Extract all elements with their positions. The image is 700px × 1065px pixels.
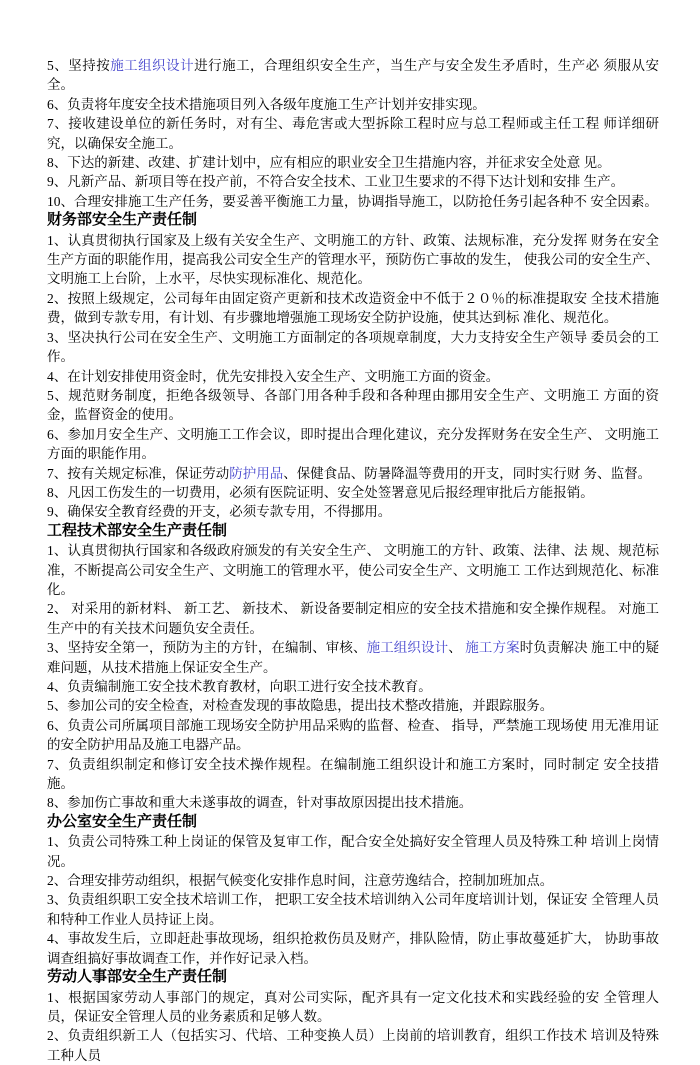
item-text: 1、根据国家劳动人事部门的规定，真对公司实际，配齐具有一定文化技术和实践经验的安 全管理人员，保证安全管理人员的业务素质和足够人数。: [47, 989, 659, 1024]
list-item: [47, 988, 659, 1027]
item-text: 6、负责将年度安全技术措施项目列入各级年度施工生产计划并安排实现。: [47, 96, 486, 112]
document-body: [47, 56, 659, 1065]
item-text: 8、凡因工伤发生的一切费用，必须有医院证明、安全处签署意见后报经理审批后方能报销。: [47, 484, 594, 500]
item-text: 3、坚持安全第一，预防为主的方针，在编制、审核、: [47, 640, 367, 656]
item-text: 1、认真贯彻执行国家及上级有关安全生产、文明施工的方针、政策、法规标准，充分发挥 财务在安全生产方面的职能作用，提高我公司安全生产的管理水平，预防伤亡事故的发生， 使我公司的安全生产、文明施工上台阶，上水平，尽快实现标准化、规范化。: [47, 232, 659, 287]
item-text: 9、凡新产品、新项目等在投产前，不符合安全技术、工业卫生要求的不得下达计划和安排 生产。: [47, 174, 625, 190]
item-text: 10、合理安排施工生产任务，要妥善平衡施工力量，协调指导施工，以防抢任务引起各种不 安全因素。: [47, 193, 658, 209]
item-text: 8、下达的新建、改建、扩建计划中，应有相应的职业安全卫生措施内容，并征求安全处意 见。: [47, 155, 611, 171]
inline-link[interactable]: 施工方案: [465, 640, 520, 656]
list-item: [47, 1026, 659, 1065]
item-text: 5、参加公司的安全检查，对检查发现的事故隐患，提出技术整改措施，并跟踪服务。: [47, 698, 554, 714]
item-text: 4、在计划安排使用资金时，优先安排投入安全生产、文明施工方面的资金。: [47, 368, 500, 384]
list-item: [47, 793, 659, 812]
list-item: [47, 832, 659, 871]
item-text: 1、认真贯彻执行国家和各级政府颁发的有关安全生产、 文明施工的方针、政策、法律、法 规、规范标准，不断提高公司安全生产、文明施工的管理水平，使公司安全生产、文明施工 工作达到规范化、标准化。: [47, 543, 659, 597]
item-text: 7、按有关规定标准，保证劳动: [47, 465, 230, 481]
list-item: [47, 386, 659, 425]
list-item: [47, 871, 659, 890]
list-item: [47, 483, 659, 502]
item-text: 6、参加月安全生产、文明施工工作会议，即时提出合理化建议，充分发挥财务在安全生产、 文明施工方面的职能作用。: [47, 426, 659, 462]
item-text: 2、合理安排劳动组织，根据气候变化安排作息时间，注意劳逸结合，控制加班加点。: [47, 873, 554, 889]
item-text: 8、参加伤亡事故和重大未遂事故的调查，针对事故原因提出技术措施。: [47, 795, 473, 811]
item-text: 6、负责公司所属项目部施工现场安全防护用品采购的监督、检查、 指导，严禁施工现场使 用无准用证的安全防护用品及施工电器产品。: [47, 717, 659, 753]
list-item: [47, 502, 659, 521]
inline-link[interactable]: 施工组织设计: [110, 58, 195, 73]
list-item: [47, 289, 659, 328]
list-item: [47, 599, 659, 638]
item-text: 3、坚决执行公司在安全生产、文明施工方面制定的各项规章制度，大力支持安全生产领导 委员会的工作。: [47, 329, 659, 365]
item-text: 进行施工，合理组织安全生产，当生产与安全发生矛盾时，生产必 须服从安全。: [47, 58, 660, 93]
list-item: [47, 677, 659, 696]
list-item: [47, 755, 659, 794]
item-text: 7、接收建设单位的新任务时，对有尘、毒危害或大型拆除工程时应与总工程师或主任工程 师详细研究，以确保安全施工。: [47, 116, 659, 151]
list-item: [47, 464, 659, 483]
item-text: 1、负责公司特殊工种上岗证的保管及复审工作，配合安全处搞好安全管理人员及特殊工种 培训上岗情况。: [47, 834, 659, 869]
list-item: [47, 716, 659, 755]
item-text: 2、按照上级规定，公司每年由固定资产更新和技术改造资金中不低于２０％的标准提取安 全技术措施费，做到专款专用，有计划、有步骤地增强施工现场安全防护设施，使其达到标 准化、规范化。: [47, 290, 659, 326]
list-item: [47, 890, 659, 929]
item-text: 2、 对采用的新材料、 新工艺、 新技术、 新设备要制定相应的安全技术措施和安全操作规程。 对施工生产中的有关技术问题负安全责任。: [47, 601, 659, 636]
list-item: [47, 328, 659, 367]
inline-link[interactable]: 施工组织设计: [366, 640, 449, 656]
section-heading: 财务部安全生产责任制: [47, 212, 198, 229]
list-item: [47, 231, 659, 289]
list-item: [47, 638, 659, 677]
item-text: 、: [448, 640, 466, 656]
list-item: [47, 696, 659, 715]
list-item: [47, 172, 659, 191]
item-text: 、保健食品、防暑降温等费用的开支，同时实行财 务、监督。: [283, 465, 652, 481]
list-item: [47, 929, 659, 968]
item-text: 4、事故发生后，立即赶赴事故现场，组织抢救伤员及财产，排队险情，防止事故蔓延扩大， 协助事故调查组搞好事故调查工作，并作好记录入档。: [47, 931, 659, 966]
list-item: [47, 56, 659, 95]
list-item: [47, 541, 659, 599]
item-text: 时负责解决 施工中的疑难问题，从技术措施上保证安全生产。: [47, 640, 660, 675]
list-item: [47, 192, 659, 211]
item-text: 7、负责组织制定和修订安全技术操作规程。在编制施工组织设计和施工方案时，同时制定 安全技措施。: [47, 756, 659, 792]
item-text: 5、坚持按: [47, 58, 111, 73]
item-text: 5、规范财务制度，拒绝各级领导、各部门用各种手段和各种理由挪用安全生产、文明施工 方面的资金，监督资金的使用。: [47, 387, 659, 423]
list-item: [47, 114, 659, 153]
list-item: [47, 95, 659, 114]
section-heading: 办公室安全生产责任制: [47, 813, 198, 830]
inline-link[interactable]: 防护用品: [229, 465, 284, 481]
section-heading: 劳动人事部安全生产责任制: [47, 969, 228, 986]
item-text: 9、确保安全教育经费的开支，必须专款专用，不得挪用。: [47, 504, 392, 520]
section-heading: 工程技术部安全生产责任制: [47, 522, 228, 539]
item-text: 4、负责编制施工安全技术教育教材，向职工进行安全技术教育。: [47, 679, 432, 694]
list-item: [47, 153, 659, 172]
item-text: 2、负责组织新工人（包括实习、代培、工种变换人员）上岗前的培训教育，组织工作技术 培训及特殊工种人员: [47, 1028, 659, 1063]
list-item: [47, 425, 659, 464]
item-text: 3、负责组织职工安全技术培训工作， 把职工安全技术培训纳入公司年度培训计划，保证安 全管理人员和特种工作业人员持证上岗。: [47, 892, 659, 927]
list-item: [47, 367, 659, 386]
